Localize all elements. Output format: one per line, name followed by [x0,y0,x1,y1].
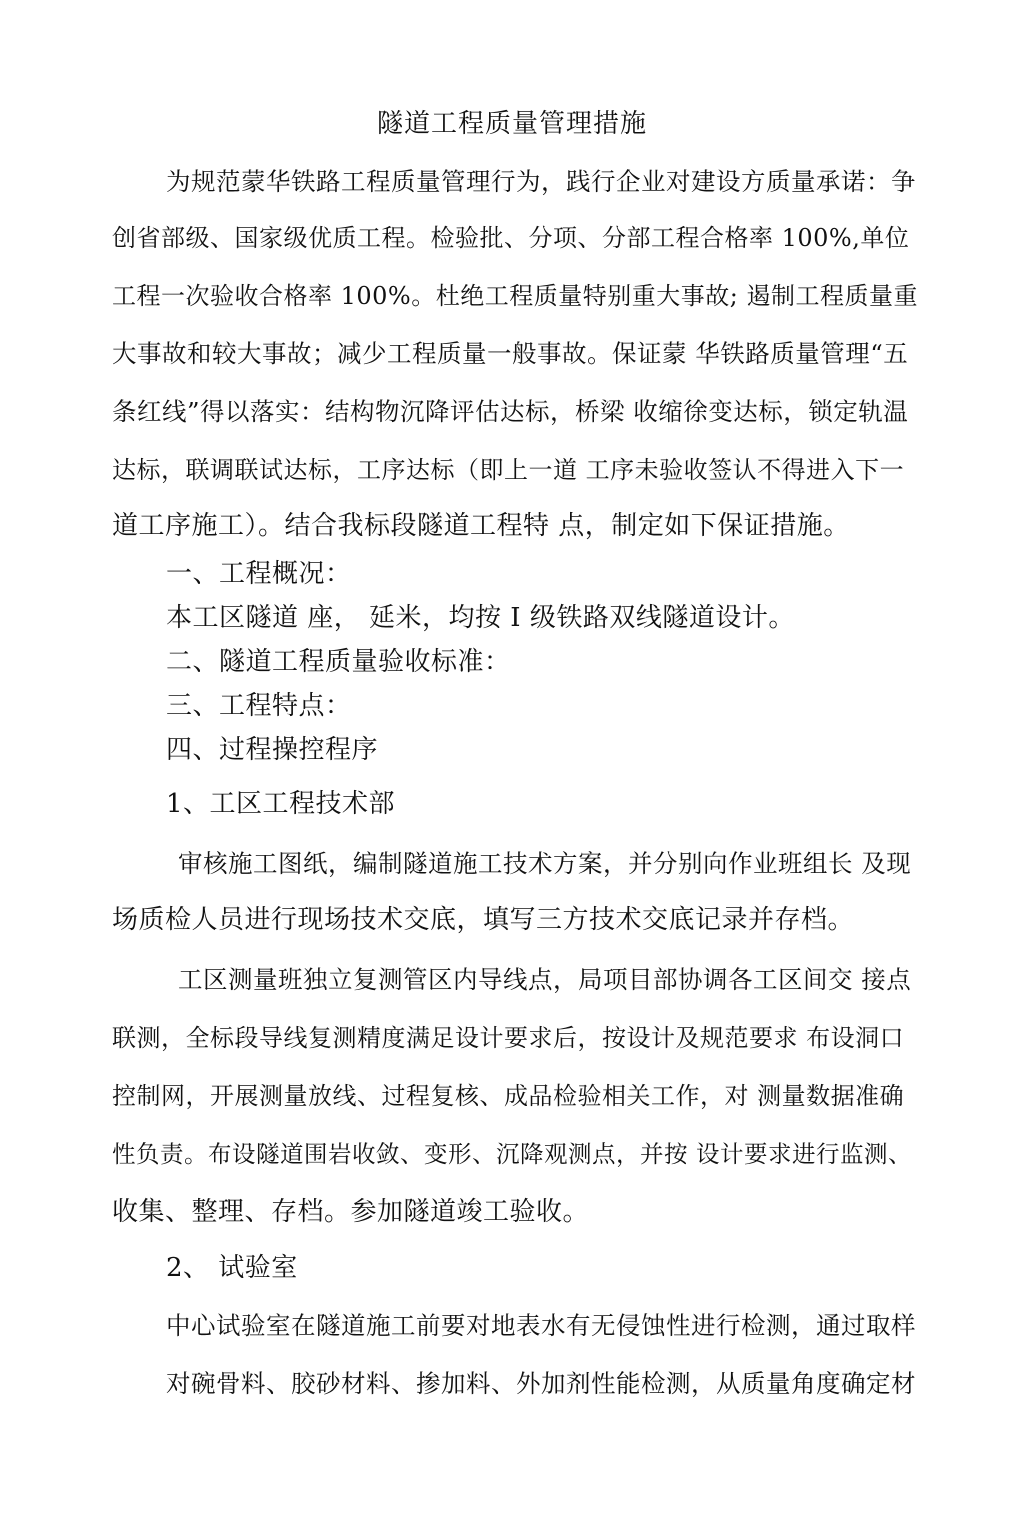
sub1-para2-line-4: 性负责。布设隧道围岩收敛、变形、沉降观测点，并按 设计要求进行监测、 [112,1140,912,1168]
intro-line-7: 道工序施工）。结合我标段隧道工程特 点，制定如下保证措施。 [112,511,850,541]
sub1-para2-line-1: 工区测量班独立复测管区内导线点，局项目部协调各工区间交 接点 [178,965,912,994]
section-4-heading: 四、过程操控程序 [166,735,379,765]
subsection-1-heading: 1、工区工程技术部 [166,789,396,819]
sub1-para2-line-3: 控制网，开展测量放线、过程复核、成品检验相关工作，对 测量数据准确 [112,1082,905,1110]
subsection-2-heading: 2、 试验室 [166,1253,298,1283]
section-1-heading: 一、工程概况： [166,559,352,589]
sub2-para-line-2: 对碗骨料、胶砂材料、掺加料、外加剂性能检测，从质量角度确定材 [166,1369,916,1398]
intro-line-6: 达标，联调联试达标，工序达标（即上一道 工序未验收签认不得进入下一 [112,456,905,484]
intro-line-2: 创省部级、国家级优质工程。检验批、分项、分部工程合格率 100%,单位 [112,224,910,252]
intro-line-5: 条红线”得以落实：结构物沉降评估达标，桥梁 收缩徐变达标，锁定轨温 [112,397,909,426]
section-1-text: 本工区隧道 座， 延米，均按 I 级铁路双线隧道设计。 [166,603,795,633]
section-2-heading: 二、隧道工程质量验收标准： [166,647,511,677]
sub1-para2-line-2: 联测，全标段导线复测精度满足设计要求后，按设计及规范要求 布设洞口 [112,1024,905,1052]
sub1-para2-line-5: 收集、整理、存档。参加隧道竣工验收。 [112,1197,590,1227]
sub2-para-line-1: 中心试验室在隧道施工前要对地表水有无侵蚀性进行检测，通过取样 [166,1311,916,1340]
section-3-heading: 三、工程特点： [166,691,352,721]
intro-line-3: 工程一次验收合格率 100%。杜绝工程质量特别重大事故; 遏制工程质量重 [112,282,918,310]
intro-line-1: 为规范蒙华铁路工程质量管理行为，践行企业对建设方质量承诺：争 [166,167,916,196]
sub1-para1-line-1: 审核施工图纸，编制隧道施工技术方案，并分别向作业班组长 及现 [178,849,912,878]
document-title: 隧道工程质量管理措施 [376,109,647,139]
sub1-para1-line-2: 场质检人员进行现场技术交底，填写三方技术交底记录并存档。 [112,905,855,935]
intro-line-4: 大事故和较大事故；减少工程质量一般事故。保证蒙 华铁路质量管理“五 [112,339,909,368]
